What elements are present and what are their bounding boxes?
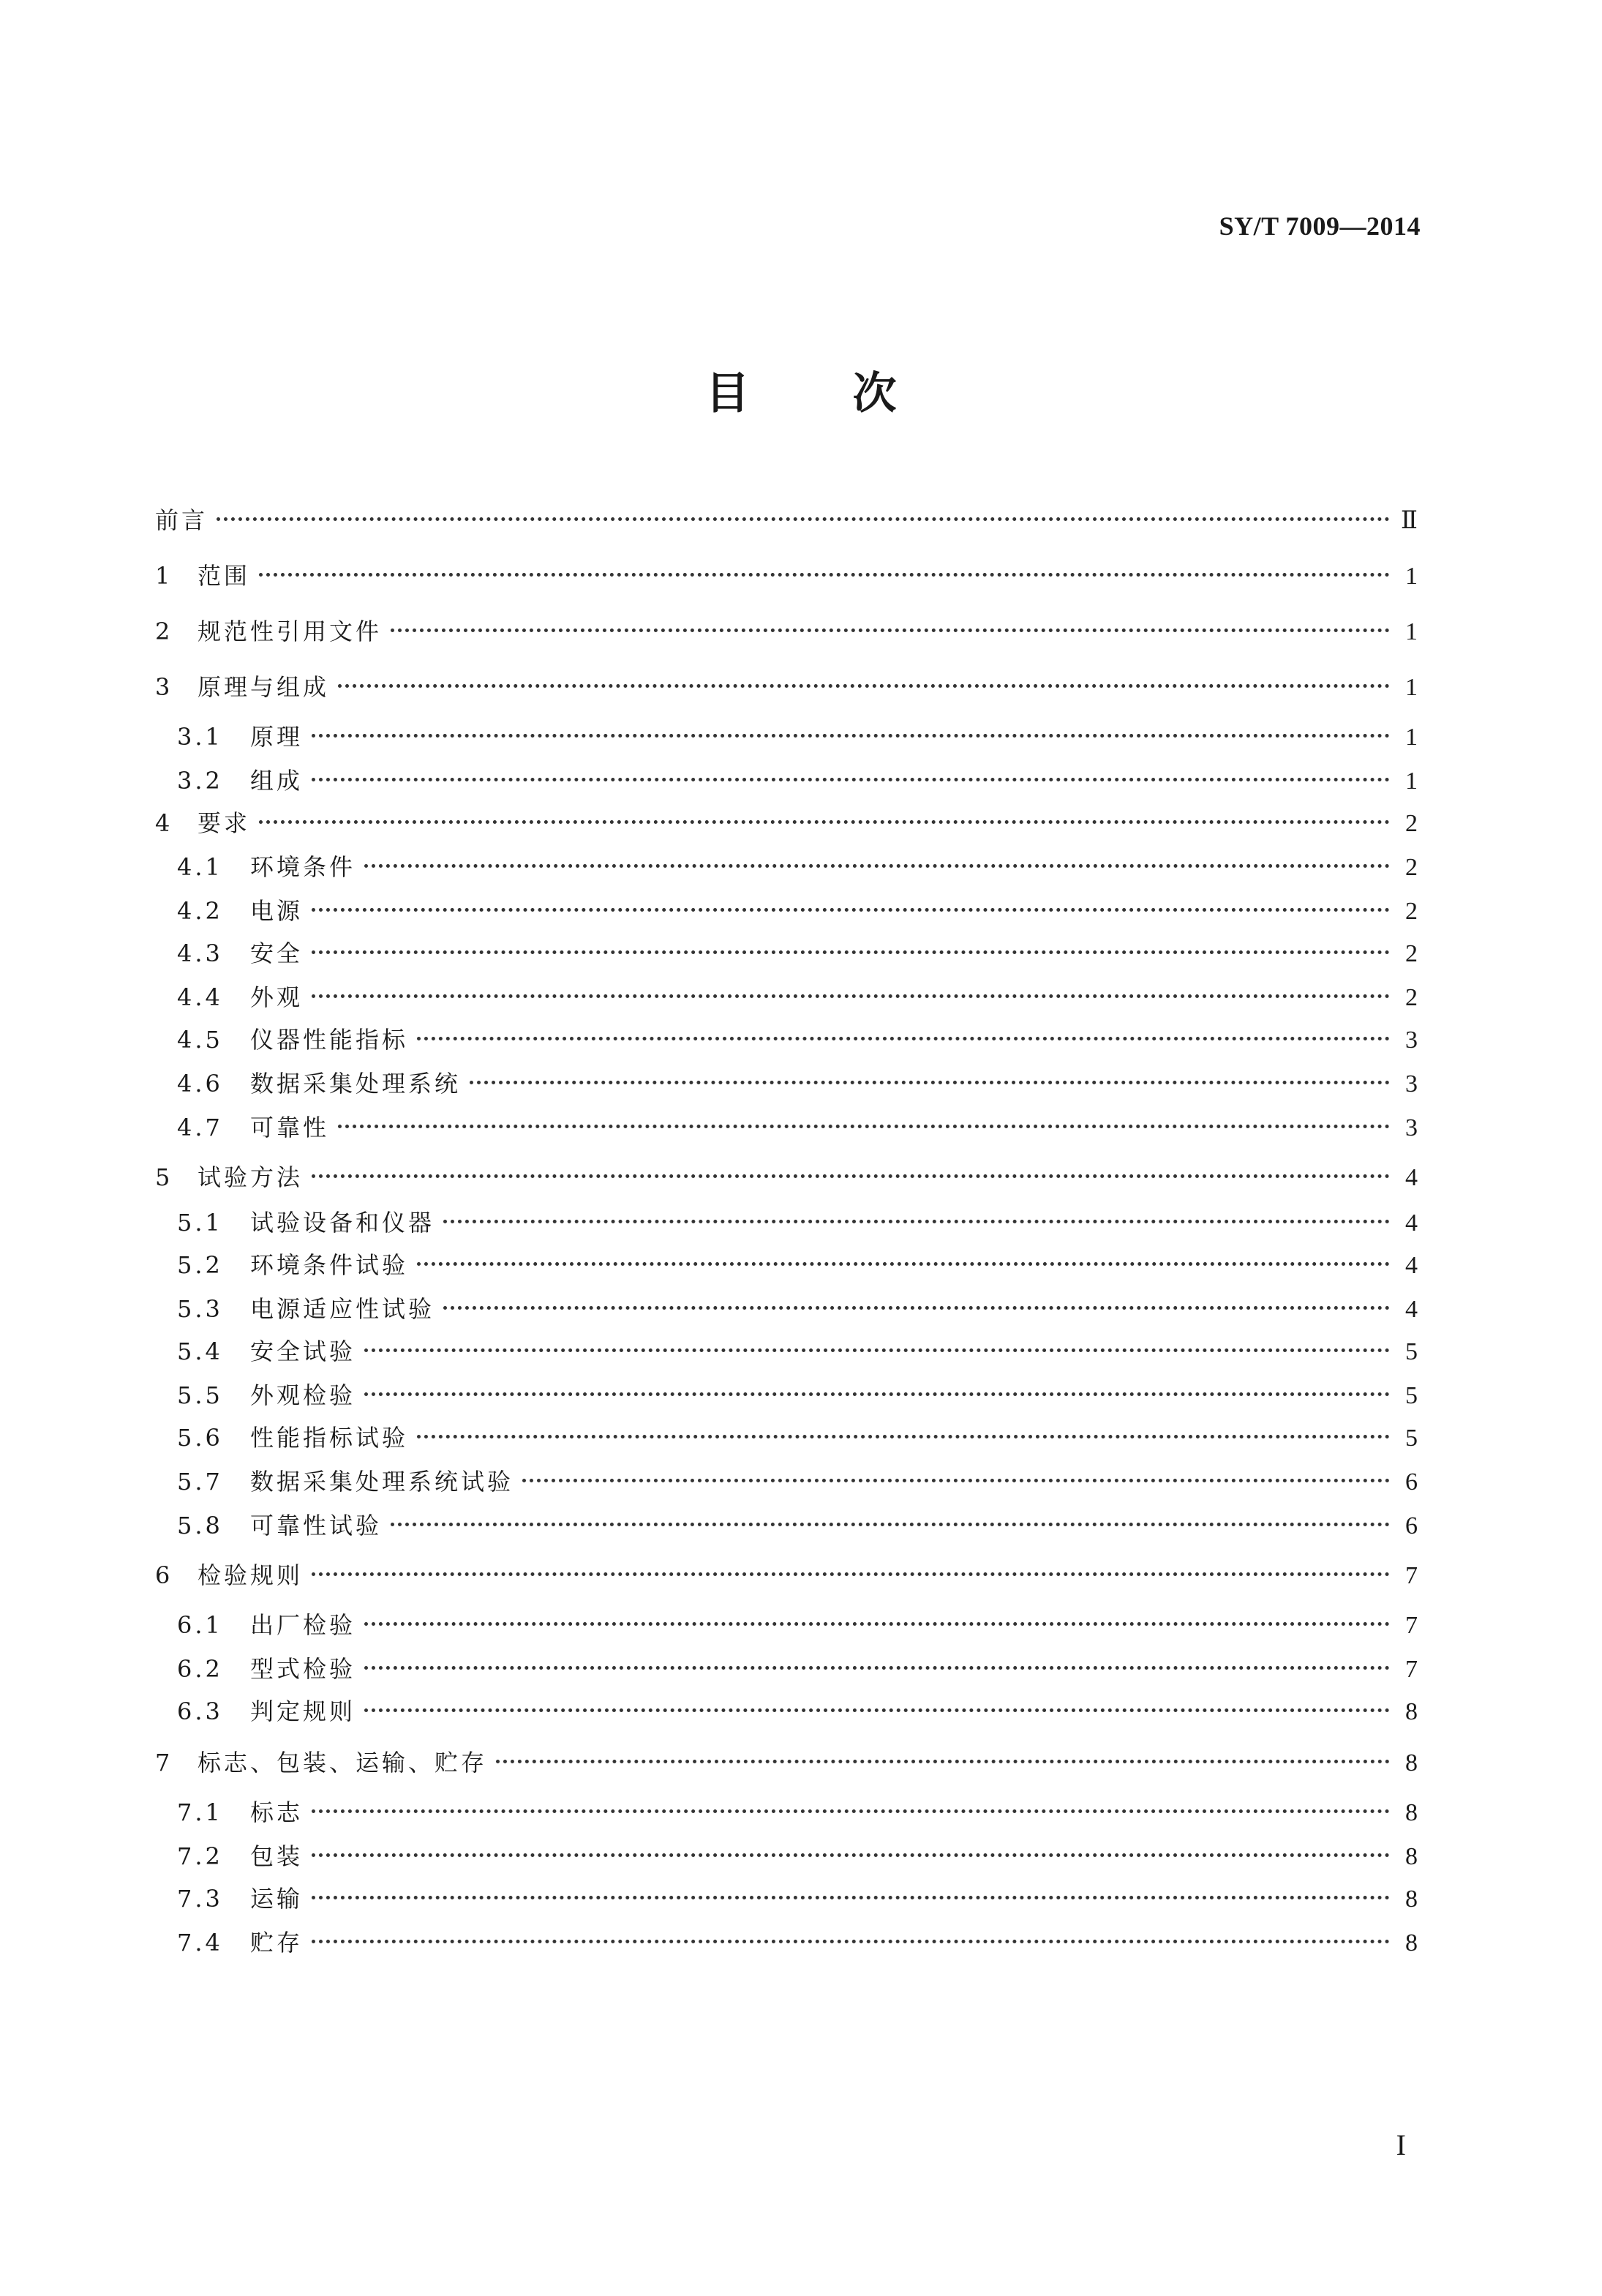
- toc-entry[interactable]: [177, 1838, 1418, 1875]
- toc-entry-label: 数据采集处理系统试验: [250, 1468, 514, 1496]
- toc-entry-number: 4.1: [177, 853, 223, 881]
- toc-entry[interactable]: [177, 1507, 1418, 1544]
- toc-entry[interactable]: [177, 1607, 1418, 1643]
- toc-entry[interactable]: [177, 1651, 1418, 1687]
- toc-entry-number: 6: [155, 1561, 170, 1589]
- toc-entry-number: 5.3: [177, 1295, 223, 1323]
- toc-entry-page: 2: [1405, 898, 1418, 925]
- toc-entry-label: 可靠性试验: [250, 1512, 383, 1539]
- toc-entry-page: 6: [1405, 1512, 1418, 1539]
- toc-dot-leader: [338, 684, 1390, 688]
- toc-entry-page: 1: [1405, 674, 1418, 701]
- toc-entry-label: 原理: [250, 723, 304, 751]
- toc-entry-page: 7: [1405, 1562, 1418, 1589]
- toc-entry[interactable]: [177, 1065, 1418, 1102]
- toc-entry-page: 7: [1405, 1656, 1418, 1683]
- toc-entry[interactable]: [177, 1377, 1418, 1414]
- toc-entry-number: 4.4: [177, 983, 223, 1011]
- toc-entry-number: 4.2: [177, 897, 223, 925]
- toc-dot-leader: [364, 1392, 1390, 1396]
- toc-entry-label: 前言: [155, 506, 208, 534]
- toc-entry-page: 4: [1405, 1209, 1418, 1237]
- toc-entry-label: 包装: [250, 1842, 304, 1870]
- toc-entry-number: 3: [155, 673, 170, 701]
- toc-dot-leader: [364, 1708, 1390, 1712]
- toc-dot-leader: [364, 1666, 1390, 1670]
- toc-entry-page: 8: [1405, 1749, 1418, 1777]
- toc-entry[interactable]: [177, 893, 1418, 929]
- toc-dot-leader: [391, 629, 1390, 632]
- toc-entry-label: 运输: [250, 1885, 304, 1913]
- toc-title: [0, 359, 1602, 421]
- toc-entry-number: 4.7: [177, 1114, 223, 1141]
- toc-entry-number: 6.2: [177, 1655, 223, 1683]
- page-number: I: [1396, 2128, 1406, 2161]
- toc-entry[interactable]: [177, 1291, 1418, 1327]
- toc-dot-leader: [391, 1523, 1390, 1526]
- toc-entry-page: 1: [1405, 768, 1418, 795]
- toc-dot-leader: [312, 950, 1390, 954]
- toc-entry-page: 2: [1405, 854, 1418, 881]
- toc-entry-page: 1: [1405, 724, 1418, 751]
- toc-entry[interactable]: [177, 719, 1418, 755]
- toc-entry-number: 6.3: [177, 1697, 223, 1725]
- toc-entry-page: 8: [1405, 1799, 1418, 1826]
- toc-dot-leader: [443, 1306, 1390, 1310]
- toc-dot-leader: [312, 1853, 1390, 1857]
- toc-entry-label: 可靠性: [250, 1114, 330, 1141]
- toc-entry[interactable]: [177, 979, 1418, 1016]
- toc-entry-page: 5: [1405, 1382, 1418, 1409]
- toc-entry[interactable]: [177, 1333, 1418, 1370]
- toc-entry-page: 4: [1405, 1164, 1418, 1191]
- toc-dot-leader: [338, 1125, 1390, 1128]
- toc-entry[interactable]: [177, 1247, 1418, 1283]
- toc-entry-number: 4.5: [177, 1026, 223, 1054]
- toc-dot-leader: [443, 1220, 1390, 1223]
- toc-entry-page: 8: [1405, 1886, 1418, 1913]
- toc-entry-label: 检验规则: [198, 1561, 304, 1589]
- toc-dot-leader: [312, 1940, 1390, 1943]
- toc-entry[interactable]: [177, 1463, 1418, 1500]
- toc-dot-leader: [364, 1348, 1390, 1352]
- toc-dot-leader: [417, 1262, 1390, 1266]
- toc-entry-label: 出厂检验: [250, 1611, 356, 1639]
- toc-entry-number: 3.2: [177, 767, 223, 795]
- toc-entry-number: 2: [155, 618, 170, 645]
- toc-entry-page: 4: [1405, 1252, 1418, 1279]
- toc-entry[interactable]: [155, 1557, 1418, 1594]
- toc-entry-label: 外观检验: [250, 1381, 356, 1409]
- toc-entry-number: 5.8: [177, 1512, 223, 1539]
- toc-entry[interactable]: [177, 1794, 1418, 1831]
- toc-entry[interactable]: [155, 558, 1418, 594]
- toc-entry-page: 1: [1405, 563, 1418, 590]
- toc-title-char: 目: [705, 368, 750, 419]
- toc-entry[interactable]: [155, 613, 1418, 650]
- toc-entry-label: 外观: [250, 983, 304, 1011]
- toc-dot-leader: [312, 1174, 1390, 1178]
- toc-entry-label: 试验设备和仪器: [250, 1209, 435, 1237]
- toc-dot-leader: [312, 994, 1390, 998]
- toc-entry-page: 2: [1405, 984, 1418, 1011]
- toc-entry-number: 4.3: [177, 939, 223, 967]
- toc-entry-label: 标志、包装、运输、贮存: [198, 1749, 488, 1777]
- toc-entry-number: 5.6: [177, 1424, 223, 1452]
- toc-dot-leader: [522, 1479, 1390, 1482]
- toc-dot-leader: [364, 864, 1390, 868]
- toc-entry-number: 7.1: [177, 1798, 223, 1826]
- toc-entry-number: 7.4: [177, 1929, 223, 1957]
- toc-entry[interactable]: [177, 1204, 1418, 1241]
- toc-dot-leader: [312, 734, 1390, 738]
- toc-entry-page: 6: [1405, 1468, 1418, 1496]
- toc-entry-page: 7: [1405, 1612, 1418, 1639]
- toc-dot-leader: [417, 1435, 1390, 1438]
- toc-dot-leader: [496, 1760, 1390, 1763]
- toc-entry-page: 2: [1405, 940, 1418, 967]
- toc-entry-label: 安全试验: [250, 1338, 356, 1365]
- toc-entry-page: 3: [1405, 1027, 1418, 1054]
- toc-entry[interactable]: [177, 1109, 1418, 1146]
- toc-entry-page: 2: [1405, 810, 1418, 837]
- toc-entry-number: 3.1: [177, 723, 223, 751]
- toc-dot-leader: [217, 517, 1390, 521]
- toc-entry[interactable]: [177, 1021, 1418, 1058]
- toc-entry[interactable]: [155, 1744, 1418, 1781]
- toc-entry-number: 5.5: [177, 1381, 223, 1409]
- standard-code: SY/T 7009—2014: [1219, 211, 1421, 241]
- toc-entry-number: 5: [155, 1163, 170, 1191]
- toc-entry-page: 5: [1405, 1425, 1418, 1452]
- toc-entry-label: 电源适应性试验: [250, 1295, 435, 1323]
- toc-entry-page: 3: [1405, 1114, 1418, 1141]
- toc-entry-page: 8: [1405, 1843, 1418, 1870]
- toc-dot-leader: [312, 1896, 1390, 1899]
- toc-entry-number: 7: [155, 1749, 170, 1777]
- toc-entry-label: 组成: [250, 767, 304, 795]
- toc-entry[interactable]: [177, 762, 1418, 799]
- toc-dot-leader: [312, 1809, 1390, 1813]
- toc-entry-label: 数据采集处理系统: [250, 1070, 462, 1098]
- toc-entry-number: 5.7: [177, 1468, 223, 1496]
- toc-entry-label: 型式检验: [250, 1655, 356, 1683]
- toc-entry-page: Ⅱ: [1400, 507, 1418, 534]
- toc-entry-number: 4.6: [177, 1070, 223, 1098]
- toc-entry-label: 安全: [250, 939, 304, 967]
- toc-dot-leader: [364, 1622, 1390, 1626]
- toc-dot-leader: [470, 1081, 1390, 1084]
- toc-entry-page: 4: [1405, 1296, 1418, 1323]
- toc-entry[interactable]: [177, 849, 1418, 885]
- toc-entry[interactable]: [155, 502, 1418, 539]
- toc-entry-label: 电源: [250, 897, 304, 925]
- toc-entry-label: 判定规则: [250, 1697, 356, 1725]
- toc-entry-label: 原理与组成: [198, 673, 330, 701]
- toc-entry[interactable]: [155, 805, 1418, 841]
- toc-entry-number: 6.1: [177, 1611, 223, 1639]
- toc-entry[interactable]: [177, 1924, 1418, 1961]
- toc-entry-label: 性能指标试验: [250, 1424, 409, 1452]
- toc-entry-label: 范围: [198, 562, 251, 590]
- toc-entry-label: 环境条件: [250, 853, 356, 881]
- toc-entry-page: 8: [1405, 1929, 1418, 1957]
- toc-dot-leader: [259, 573, 1390, 577]
- toc-dot-leader: [312, 778, 1390, 781]
- toc-entry[interactable]: [155, 1159, 1418, 1196]
- toc-entry-label: 贮存: [250, 1929, 304, 1957]
- toc-dot-leader: [312, 1572, 1390, 1576]
- toc-entry-page: 5: [1405, 1338, 1418, 1365]
- toc-entry-label: 标志: [250, 1798, 304, 1826]
- toc-entry-number: 5.4: [177, 1338, 223, 1365]
- toc-entry[interactable]: [177, 935, 1418, 972]
- toc-entry-number: 7.2: [177, 1842, 223, 1870]
- toc-entry[interactable]: [155, 669, 1418, 705]
- toc-entry-label: 规范性引用文件: [198, 618, 383, 645]
- toc-dot-leader: [312, 908, 1390, 912]
- toc-entry-label: 仪器性能指标: [250, 1026, 409, 1054]
- toc-entry-number: 7.3: [177, 1885, 223, 1913]
- toc-entry-page: 8: [1405, 1698, 1418, 1725]
- toc-entry-page: 3: [1405, 1070, 1418, 1098]
- toc-entry-number: 4: [155, 809, 170, 837]
- toc-entry[interactable]: [177, 1419, 1418, 1456]
- toc-entry[interactable]: [177, 1693, 1418, 1730]
- toc-entry-page: 1: [1405, 618, 1418, 645]
- toc-entry-label: 要求: [198, 809, 251, 837]
- toc-dot-leader: [417, 1037, 1390, 1040]
- toc-dot-leader: [259, 820, 1390, 824]
- toc-title-char: 次: [852, 368, 897, 419]
- toc-entry-label: 环境条件试验: [250, 1251, 409, 1279]
- toc-entry-number: 5.1: [177, 1209, 223, 1237]
- toc-entry-label: 试验方法: [198, 1163, 304, 1191]
- toc-entry-number: 5.2: [177, 1251, 223, 1279]
- toc-entry-number: 1: [155, 562, 170, 590]
- toc-entry[interactable]: [177, 1880, 1418, 1917]
